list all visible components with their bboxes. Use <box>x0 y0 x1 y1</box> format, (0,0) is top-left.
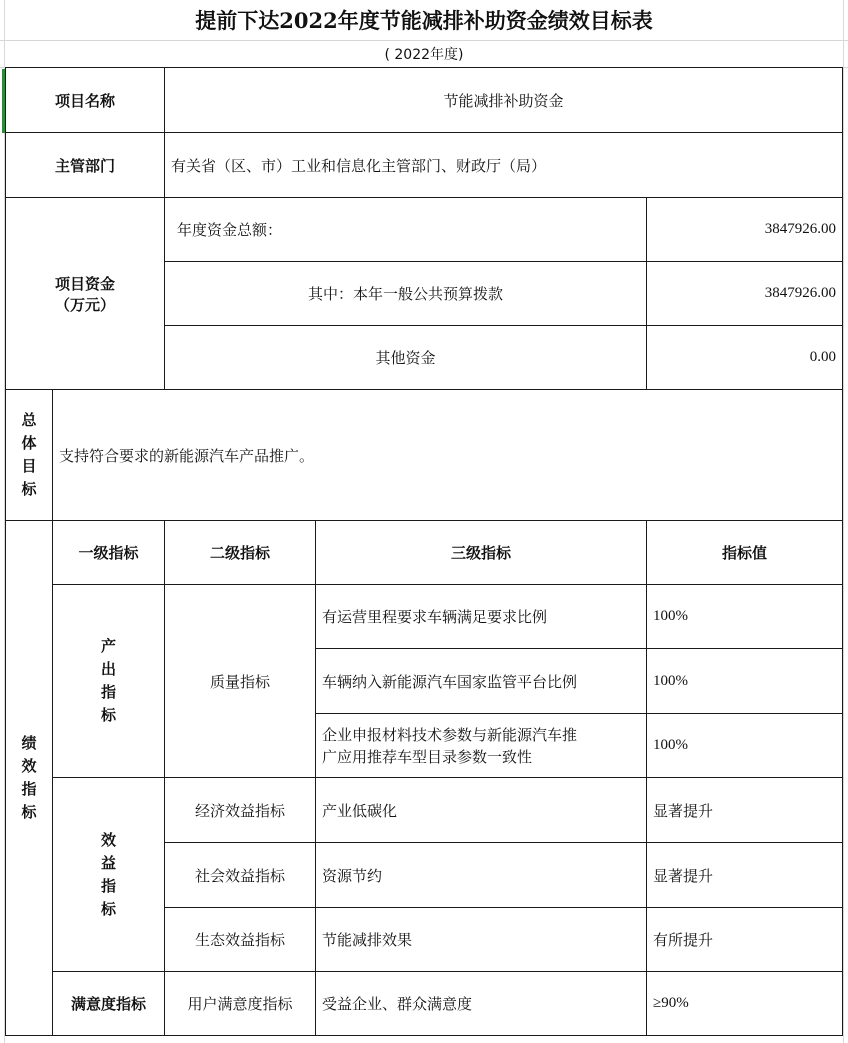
satisfaction-level1: 满意度指标 <box>53 972 165 1036</box>
header-level3: 三级指标 <box>316 521 647 585</box>
project-name-label: 项目名称 <box>6 68 165 133</box>
satisfaction-name: 受益企业、群众满意度 <box>316 972 647 1036</box>
output-char-1: 产 <box>101 637 117 655</box>
output-char-2: 出 <box>101 660 117 678</box>
row-indicator-headers <box>6 521 843 585</box>
output-indicator-label <box>53 585 165 778</box>
benefit-1-level2: 经济效益指标 <box>165 778 316 843</box>
goal-char-2: 体 <box>21 434 37 452</box>
benefit-char-2: 益 <box>101 853 117 872</box>
performance-target-table <box>5 67 843 1036</box>
funds-label-line2: （万元） <box>55 295 116 314</box>
output-char-4: 标 <box>101 706 117 724</box>
overall-goal-text[interactable]: 支持符合要求的新能源汽车产品推广。 <box>53 390 843 521</box>
benefit-2-value[interactable]: 显著提升 <box>647 843 843 908</box>
row-overall-goal <box>6 390 843 521</box>
perf-char-3: 指 <box>21 780 37 798</box>
benefit-char-4: 标 <box>101 899 117 918</box>
perf-char-2: 效 <box>21 757 37 775</box>
benefit-2-name: 资源节约 <box>316 843 647 908</box>
benefit-3-level2: 生态效益指标 <box>165 908 316 972</box>
header-level1: 一级指标 <box>53 521 165 585</box>
goal-char-3: 目 <box>21 457 37 475</box>
benefit-indicator-label <box>53 778 165 972</box>
grid-line-right <box>843 0 844 1043</box>
satisfaction-value[interactable]: ≥90% <box>647 972 843 1036</box>
goal-char-1: 总 <box>21 411 37 429</box>
output-char-3: 指 <box>101 683 117 701</box>
project-name-value[interactable]: 节能减排补助资金 <box>165 68 843 133</box>
funds-budget-label: 其中：本年一般公共预算拨款 <box>165 262 647 326</box>
row-satisfaction <box>6 972 843 1036</box>
overall-goal-label <box>6 390 53 521</box>
header-value: 指标值 <box>647 521 843 585</box>
perf-char-4: 标 <box>21 803 37 821</box>
output-item-3-name <box>316 714 647 778</box>
output-item-3-line1: 企业申报材料技术参数与新能源汽车推 <box>322 725 578 744</box>
output-item-3-value[interactable]: 100% <box>647 714 843 778</box>
output-item-1-name: 有运营里程要求车辆满足要求比例 <box>316 585 647 649</box>
year-subtitle: ( 2022年度) <box>0 40 848 68</box>
perf-char-1: 绩 <box>21 734 37 752</box>
department-value[interactable]: 有关省（区、市）工业和信息化主管部门、财政厅（局） <box>165 133 843 198</box>
page-title: 提前下达2022年度节能减排补助资金绩效目标表 <box>0 0 848 41</box>
row-department <box>6 133 843 198</box>
output-item-1-value[interactable]: 100% <box>647 585 843 649</box>
benefit-3-value[interactable]: 有所提升 <box>647 908 843 972</box>
row-benefit-1 <box>6 778 843 843</box>
funds-other-value[interactable]: 0.00 <box>647 326 843 390</box>
funds-other-label: 其他资金 <box>165 326 647 390</box>
benefit-1-value[interactable]: 显著提升 <box>647 778 843 843</box>
funds-total-value[interactable]: 3847926.00 <box>647 198 843 262</box>
funds-label-line1: 项目资金 <box>55 274 116 293</box>
benefit-2-level2: 社会效益指标 <box>165 843 316 908</box>
quality-indicator-label: 质量指标 <box>165 585 316 778</box>
funds-budget-value[interactable]: 3847926.00 <box>647 262 843 326</box>
department-label: 主管部门 <box>6 133 165 198</box>
header-level2: 二级指标 <box>165 521 316 585</box>
output-item-3-line2: 广应用推荐车型目录参数一致性 <box>322 747 533 766</box>
output-item-2-value[interactable]: 100% <box>647 649 843 714</box>
benefit-char-3: 指 <box>101 876 117 895</box>
satisfaction-level2: 用户满意度指标 <box>165 972 316 1036</box>
output-item-2-name: 车辆纳入新能源汽车国家监管平台比例 <box>316 649 647 714</box>
row-output-1 <box>6 585 843 649</box>
benefit-3-name: 节能减排效果 <box>316 908 647 972</box>
performance-label <box>6 521 53 1036</box>
benefit-char-1: 效 <box>101 830 117 849</box>
row-project-name <box>6 68 843 133</box>
funds-label <box>6 198 165 390</box>
funds-total-label: 年度资金总额： <box>165 198 647 262</box>
goal-char-4: 标 <box>21 480 37 498</box>
row-funds-total <box>6 198 843 262</box>
benefit-1-name: 产业低碳化 <box>316 778 647 843</box>
